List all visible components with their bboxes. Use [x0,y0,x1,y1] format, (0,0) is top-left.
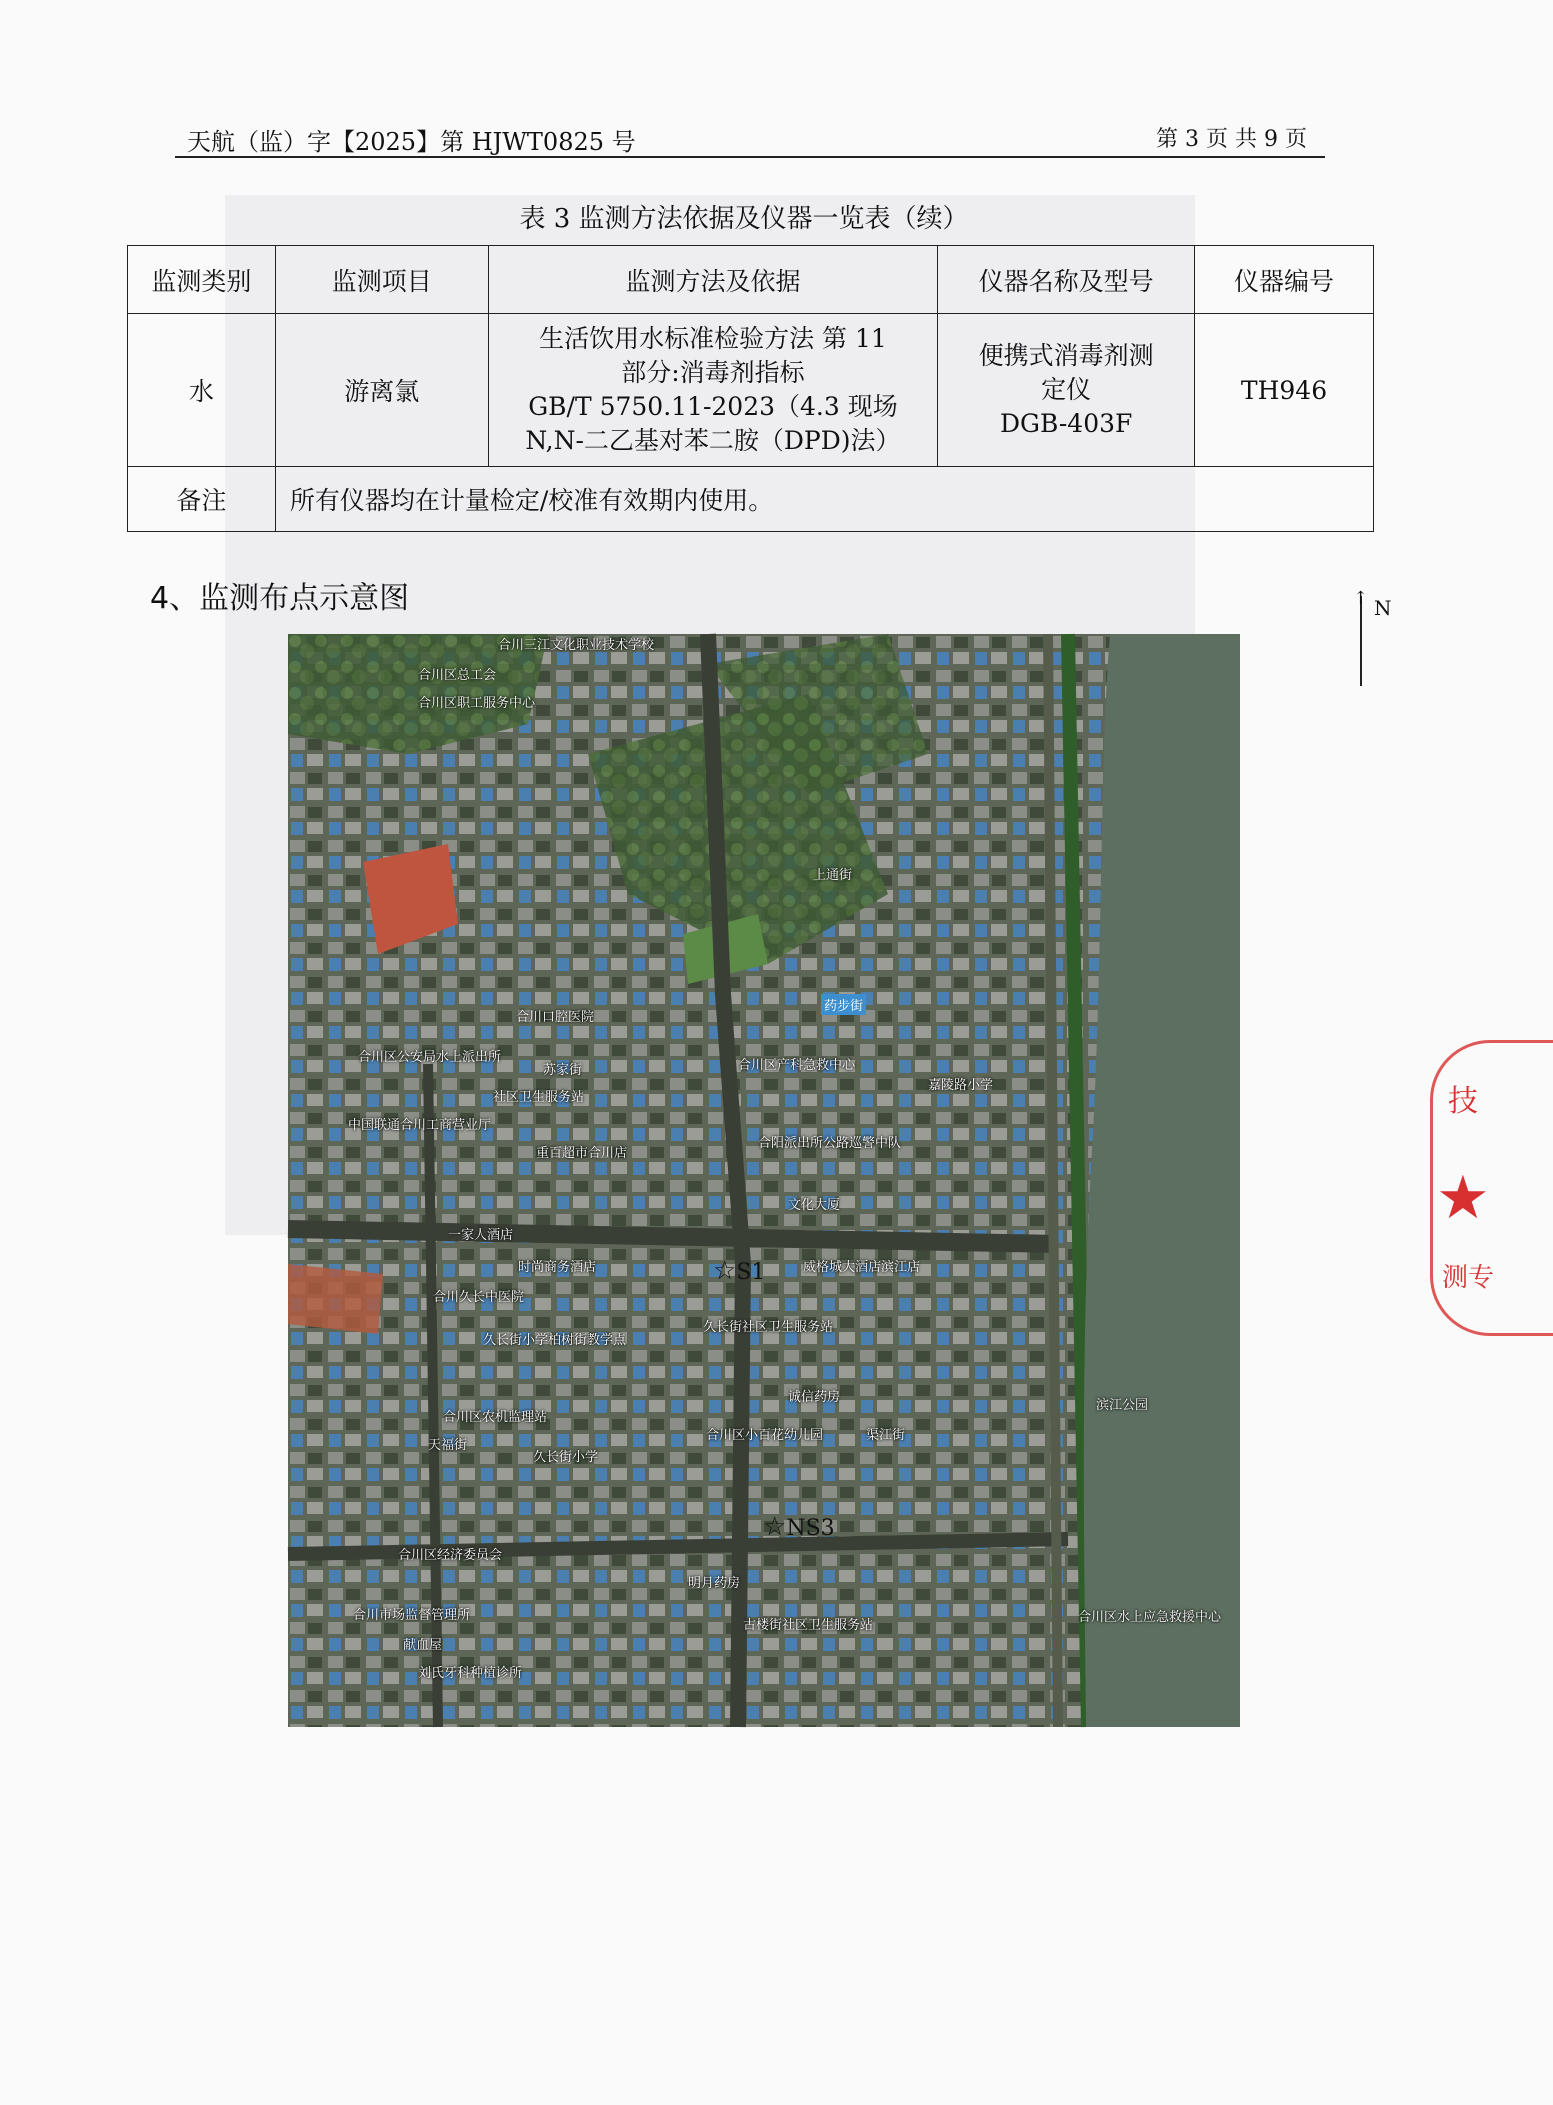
monitoring-point-ns3: ☆NS3 [763,1512,835,1542]
monitoring-point-s1: ☆S1 [713,1256,766,1286]
method-line: GB/T 5750.11-2023（4.3 现场 [528,392,898,421]
map-label: 刘氏牙科种植诊所 [418,1666,523,1681]
star-icon: ★ [1436,1163,1490,1233]
cell-method [488,314,938,467]
map-label: 中国联通合川工商营业厅 [348,1118,492,1133]
map-label: 合川区小百花幼儿园 [706,1428,824,1443]
col-header-device-no: 仪器编号 [1195,246,1374,314]
map-label: 一家人酒店 [448,1228,514,1243]
star-icon: ☆ [713,1256,737,1286]
map-label: 合川区总工会 [418,668,497,683]
map-label: 滨江公园 [1096,1398,1149,1413]
method-line: 部分:消毒剂指标 [621,358,805,387]
map-label: 明月药房 [688,1576,741,1591]
arrow-up-icon: ↑ [1353,588,1369,609]
north-arrow-shaft [1360,596,1362,686]
map-label: 合川久长中医院 [433,1290,525,1305]
north-label: N [1374,596,1392,620]
map-label: 合川区农机监理站 [443,1410,548,1425]
map-label: 古楼街社区卫生服务站 [743,1618,874,1633]
side-binding-text [36,248,50,648]
map-label: 合川三江文化职业技术学校 [498,638,655,653]
col-header-method: 监测方法及依据 [488,246,938,314]
col-header-device: 仪器名称及型号 [938,246,1195,314]
cell-category: 水 [128,314,276,467]
device-line: 便携式消毒剂测 [978,341,1154,370]
device-line: 定仪 [1041,375,1092,404]
map-label: 合川区公安局水上派出所 [358,1050,502,1065]
map-label: 重百超市合川店 [536,1146,628,1161]
map-label: 天福街 [428,1438,468,1453]
cell-device [938,314,1195,467]
map-label: 合川区产科急救中心 [738,1058,856,1073]
map-label: 文化大厦 [788,1198,841,1213]
page-header [175,120,1325,158]
map-label: 合川区经济委员会 [398,1548,503,1563]
page-number: 第 3 页 共 9 页 [1156,127,1307,152]
satellite-image [288,634,1240,1727]
table-header-row [128,246,1374,314]
map-label: 合阳派出所公路巡警中队 [758,1136,902,1151]
star-icon: ☆ [763,1512,787,1542]
north-arrow [1350,588,1392,692]
table-title: 表 3 监测方法依据及仪器一览表（续） [519,204,969,234]
map-label: 威格城大酒店滨江店 [803,1260,921,1275]
map-label: 合川区职工服务中心 [418,696,536,711]
seal-text-top: 技 [1448,1084,1478,1119]
map-label: 久长街小学 [533,1450,599,1465]
note-label: 备注 [128,467,276,532]
cell-device-no: TH946 [1195,314,1374,467]
map-label: 社区卫生服务站 [493,1090,585,1105]
map-label: 诚信药房 [788,1390,841,1405]
map-label: 药步街 [821,994,866,1015]
map-label: 渠江街 [866,1428,906,1443]
table-note-row [128,467,1374,532]
map-label: 嘉陵路小学 [928,1078,994,1093]
seal-text-bottom: 测专 [1442,1263,1495,1293]
map-label: 合川区水上应急救援中心 [1078,1610,1222,1625]
map-label: 苏家街 [543,1063,583,1078]
note-text: 所有仪器均在计量检定/校准有效期内使用。 [275,467,1373,532]
map-label: 久长街社区卫生服务站 [703,1320,834,1335]
method-line: 生活饮用水标准检验方法 第 11 [539,324,887,353]
cell-item: 游离氯 [275,314,488,467]
col-header-item: 监测项目 [275,246,488,314]
map-label: 献血屋 [403,1638,443,1653]
table-row [128,314,1374,467]
col-header-category: 监测类别 [128,246,276,314]
monitoring-map [288,634,1240,1727]
document-number: 天航（监）字【2025】第 HJWT0825 号 [187,128,636,156]
map-label: 久长街小学柏树街教学点 [483,1333,627,1348]
map-label: 合川口腔医院 [516,1010,595,1025]
red-seal-stamp [1430,1040,1500,1340]
map-label: 上通街 [813,868,853,883]
map-label: 时尚商务酒店 [518,1260,597,1275]
device-line: DGB-403F [999,409,1133,438]
map-label: 合川市场监督管理所 [353,1608,471,1623]
method-line: N,N-二乙基对苯二胺（DPD)法） [525,426,901,455]
instrument-table [127,245,1374,532]
section-title: 4、监测布点示意图 [150,581,410,616]
